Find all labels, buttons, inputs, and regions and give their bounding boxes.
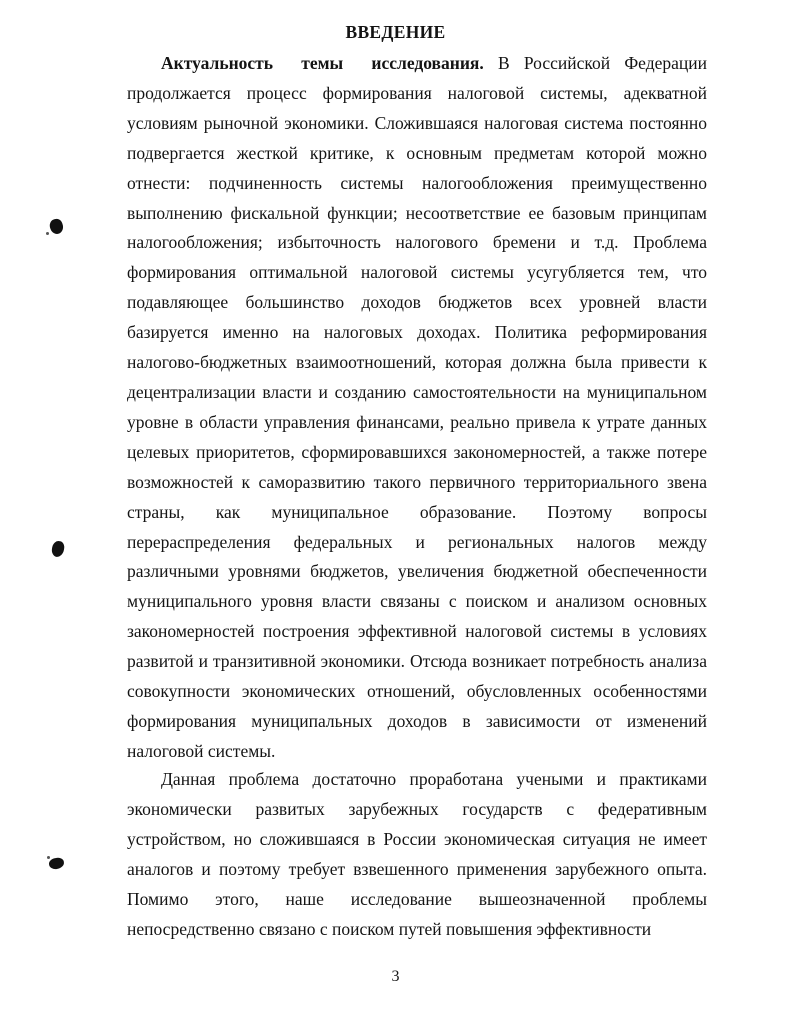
binder-hole-mark: [48, 857, 64, 870]
paragraph-relevance: [127, 49, 707, 767]
paragraph-body: В Российской Федерации продолжается процесс формирования налоговой системы, адекватной условиям рыночной экономики. Сложившаяся налоговая система постоянно подвергается жесткой критике, к основным предметам которой можно отнести: подчиненность системы налогообложения преимущественно выполнению фискальной функции; несоответствие ее базовым принципам налогообложения; избыточность налогового бремени и т.д. Проблема формирования оптимальной налоговой системы усугубляется тем, что подавляющее большинство доходов бюджетов всех уровней власти базируется именно на налоговых доходах. Политика реформирования налогово-бюджетных взаимоотношений, которая должна была привести к децентрализации власти и созданию самостоятельности на муниципальном уровне в области управления финансами, реально привела к утрате данных целевых приоритетов, сформировавшихся закономерностей, а также потере возможностей к саморазвитию такого первичного территориального звена страны, как муниципальное образование. Поэтому вопросы перераспределения федеральных и региональных налогов между различными уровнями бюджетов, увеличения бюджетной обеспеченности муниципального уровня власти связаны с поиском и анализом основных закономерностей построения эффективной налоговой системы в условиях развитой и транзитивной экономики. Отсюда возникает потребность анализа совокупности экономических отношений, обусловленных особенностями формирования муниципальных доходов в зависимости от изменений налоговой системы.: [127, 53, 707, 761]
scan-speck: [47, 856, 50, 859]
binder-hole-mark: [51, 540, 66, 558]
page-number: 3: [391, 968, 400, 985]
paragraph-foreign-experience: Данная проблема достаточно проработана учеными и практиками экономически развитых зарубежных государств с федеративным устройством, но сложившаяся в России экономическая ситуация не имеет аналогов и поэтому требует взвешенного применения зарубежного опыта. Помимо этого, наше исследование вышеозначенной проблемы непосредственно связано с поиском путей повышения эффективности: [127, 769, 707, 939]
paragraph-lead-phrase: Актуальность темы исследования.: [161, 53, 484, 73]
section-heading: ВВЕДЕНИЕ: [345, 22, 446, 42]
scan-speck: [46, 232, 49, 235]
binder-hole-mark: [48, 217, 65, 236]
